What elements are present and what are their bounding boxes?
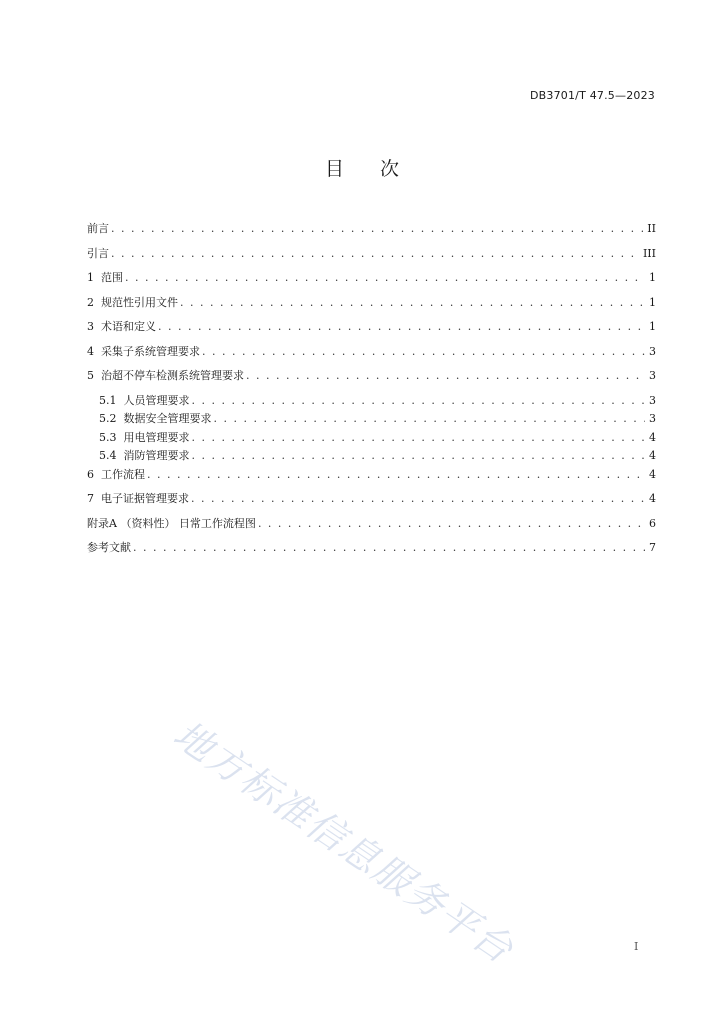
toc-leader-dots — [111, 220, 643, 238]
toc-entry-page: 6 — [649, 516, 656, 530]
toc-entry[interactable] — [87, 466, 656, 484]
toc-entry-page: III — [642, 246, 656, 260]
toc-entry[interactable] — [87, 410, 656, 428]
toc-entry[interactable] — [87, 515, 656, 533]
toc-entry-number: 2 — [87, 295, 101, 309]
toc-entry-label: 用电管理要求 — [123, 430, 190, 444]
toc-entry-number: 3 — [87, 320, 101, 333]
toc-entry-label: 规范性引用文件 — [101, 295, 178, 309]
toc-entry[interactable] — [87, 318, 656, 336]
toc-leader-dots — [125, 269, 645, 287]
toc-entry-number: 4 — [87, 344, 101, 358]
toc-entry-number: 5.1 — [99, 393, 124, 407]
toc-leader-dots — [192, 429, 646, 447]
toc-entry-page: 4 — [649, 467, 656, 481]
toc-entry-page: 3 — [649, 412, 656, 425]
page-number: I — [634, 940, 639, 953]
toc-entry-page: 1 — [649, 271, 656, 284]
toc-leader-dots — [158, 318, 645, 336]
toc-entry-number: 5.2 — [99, 412, 124, 425]
toc-entry-label: 术语和定义 — [101, 320, 156, 333]
toc-entry[interactable] — [87, 490, 656, 508]
toc-entry-number: 1 — [87, 271, 101, 284]
toc-entry-number: 5.3 — [99, 430, 124, 444]
toc-entry[interactable] — [87, 392, 656, 410]
toc-entry-label: 治超不停车检测系统管理要求 — [101, 369, 244, 382]
toc-entry-label: 前言 — [87, 222, 109, 235]
toc-leader-dots — [180, 294, 645, 312]
toc-leader-dots — [192, 392, 646, 410]
toc-entry[interactable] — [87, 539, 656, 557]
toc-entry-page: II — [647, 222, 656, 235]
toc-entry[interactable] — [87, 343, 656, 361]
toc-entry[interactable] — [87, 429, 656, 447]
toc-leader-dots — [133, 539, 645, 557]
toc-entry-label: 采集子系统管理要求 — [101, 344, 200, 358]
toc-entry-page: 3 — [649, 369, 656, 382]
toc-entry-page: 4 — [649, 492, 656, 505]
toc-entry-label: 人员管理要求 — [123, 393, 190, 407]
toc-entry-label: 数据安全管理要求 — [123, 412, 212, 425]
toc-entry-page: 4 — [649, 449, 656, 462]
document-code: DB3701/T 47.5—2023 — [529, 89, 655, 102]
watermark: 地方标准信息服务平台 — [165, 712, 522, 973]
toc-entry-label: 范围 — [101, 271, 123, 284]
toc-entry-page: 1 — [649, 295, 656, 309]
toc-leader-dots — [214, 410, 646, 428]
toc-leader-dots — [147, 466, 645, 484]
toc-entry-page: 3 — [649, 344, 656, 358]
toc-leader-dots — [202, 343, 645, 361]
toc-entry[interactable] — [87, 220, 656, 238]
toc-entry-page: 3 — [649, 393, 656, 407]
toc-leader-dots — [192, 447, 646, 465]
toc-leader-dots — [191, 490, 645, 508]
toc-leader-dots — [246, 367, 645, 385]
toc-leader-dots — [111, 245, 639, 263]
toc-entry-page: 7 — [649, 541, 656, 554]
toc-entry-number: 5.4 — [99, 449, 124, 462]
page-title: 目次 — [324, 158, 435, 180]
toc-entry-page: 4 — [649, 430, 656, 444]
toc-entry-number: 7 — [87, 492, 101, 505]
toc-entry-label: 引言 — [87, 246, 109, 260]
toc-entry-page: 1 — [649, 320, 656, 333]
toc-entry-number: 5 — [87, 369, 101, 382]
toc-entry-label: 电子证据管理要求 — [101, 492, 189, 505]
toc-entry-label: 附录A （资料性） 日常工作流程图 — [87, 516, 256, 530]
toc-entry-label: 消防管理要求 — [123, 449, 190, 462]
table-of-contents — [87, 220, 656, 564]
toc-entry[interactable] — [87, 447, 656, 465]
toc-entry-number: 6 — [87, 467, 101, 481]
toc-entry[interactable] — [87, 294, 656, 312]
toc-entry-label: 参考文献 — [87, 541, 131, 554]
toc-entry[interactable] — [87, 245, 656, 263]
toc-entry[interactable] — [87, 269, 656, 287]
toc-entry[interactable] — [87, 367, 656, 385]
toc-entry-label: 工作流程 — [101, 467, 145, 481]
toc-leader-dots — [258, 515, 645, 533]
